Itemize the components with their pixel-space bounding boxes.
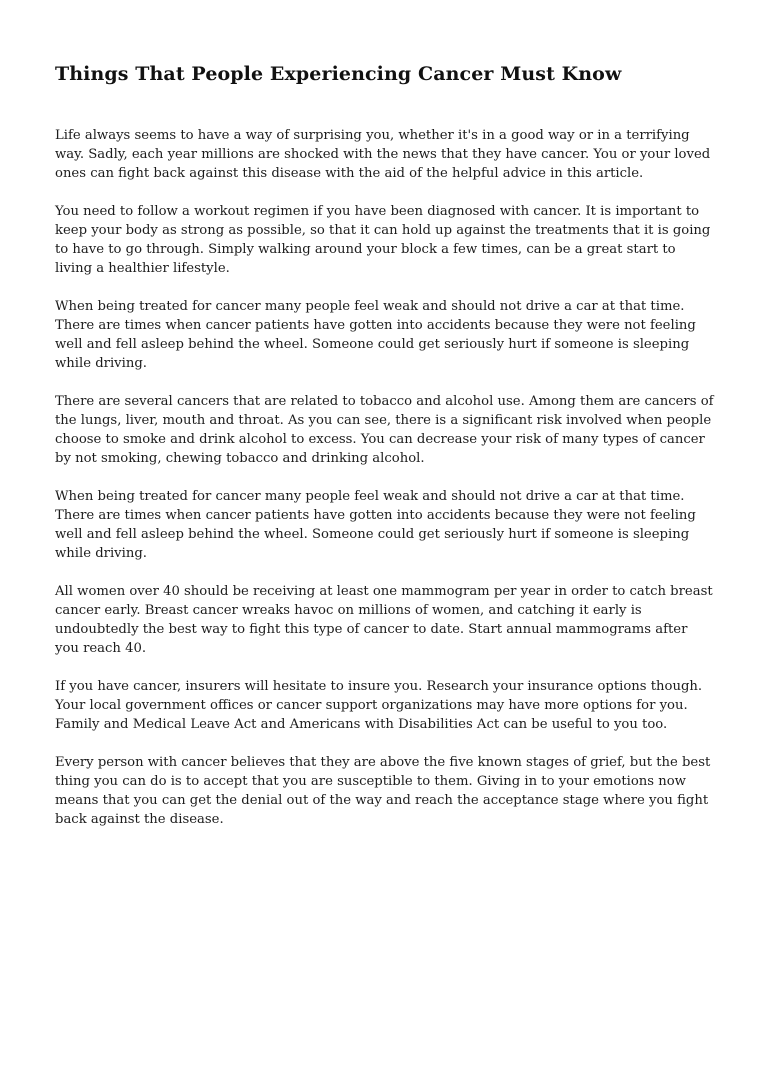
paragraph-tobacco-alcohol: There are several cancers that are related to tobacco and alcohol use. Among them are cancers of the lungs, liver, mouth and throat. As you can see, there is a significant risk involved when people choose to smoke and drink alcohol to excess. You can decrease your risk of many types of cancer by not smoking, chewing tobacco and drinking alcohol. (55, 394, 714, 466)
paragraph-mammogram: All women over 40 should be receiving at least one mammogram per year in order to catch breast cancer early. Breast cancer wreaks havoc on millions of women, and catching it early is undoubtedly the best way to fight this type of cancer to date. Start annual mammograms after you reach 40. (55, 584, 713, 656)
paragraph-insurance: If you have cancer, insurers will hesitate to insure you. Research your insurance options though. Your local government offices or cancer support organizations may have more options for you. Family and Medical Leave Act and Americans with Disabilities Act can be useful to you too. (55, 679, 703, 732)
paragraph-grief: Every person with cancer believes that they are above the five known stages of grief, but the best thing you can do is to accept that you are susceptible to them. Giving in to your emotions now means that you can get the denial out of the way and reach the acceptance stage where you fight back against the disease. (55, 755, 711, 827)
document-title: Things That People Experiencing Cancer Must Know (55, 63, 622, 85)
paragraph-driving-repeat: When being treated for cancer many people feel weak and should not drive a car at that time. There are times when cancer patients have gotten into accidents because they were not feeling well and fell asleep behind the wheel. Someone could get seriously hurt if someone is sleeping while driving. (55, 489, 696, 561)
paragraph-intro: Life always seems to have a way of surprising you, whether it's in a good way or in a terrifying way. Sadly, each year millions are shocked with the news that they have cancer. You or your loved ones can fight back against this disease with the aid of the helpful advice in this article. (55, 128, 711, 181)
document-page (55, 60, 715, 848)
paragraph-workout: You need to follow a workout regimen if you have been diagnosed with cancer. It is important to keep your body as strong as possible, so that it can hold up against the treatments that it is going to have to go through. Simply walking around your block a few times, can be a great start to living a healthier lifestyle. (55, 204, 711, 276)
paragraph-driving: When being treated for cancer many people feel weak and should not drive a car at that time. There are times when cancer patients have gotten into accidents because they were not feeling well and fell asleep behind the wheel. Someone could get seriously hurt if someone is sleeping while driving. (55, 299, 696, 371)
